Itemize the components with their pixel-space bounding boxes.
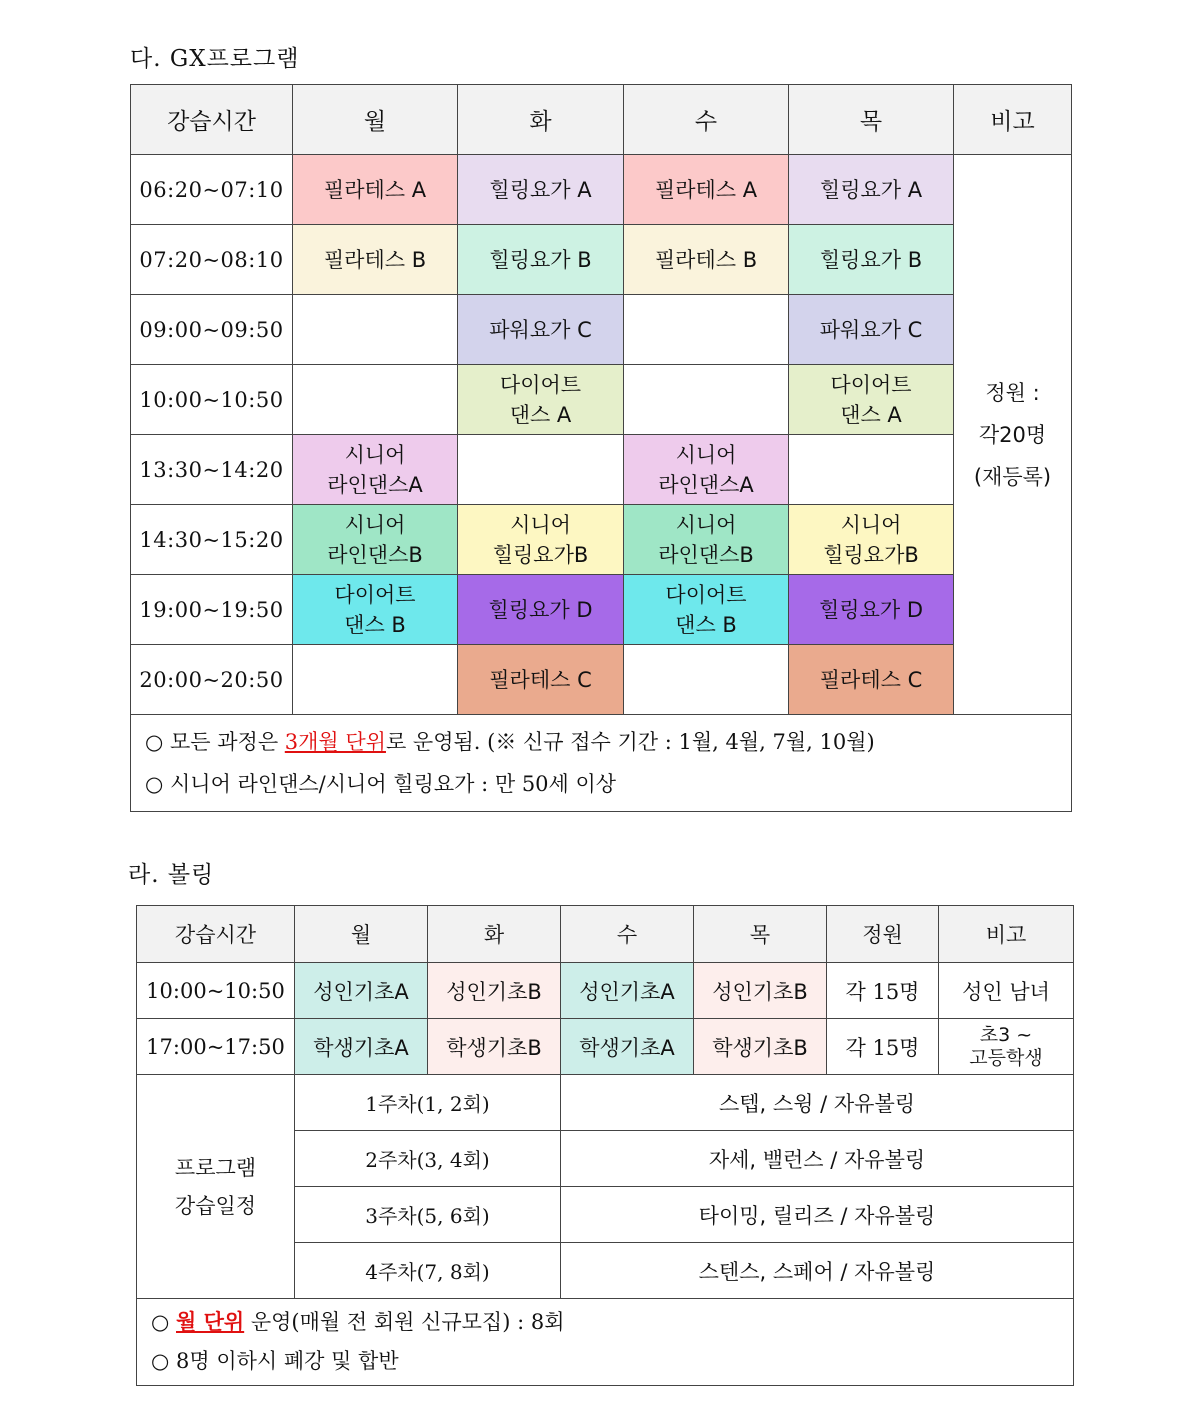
bowling-header-time: 강습시간 (137, 906, 295, 963)
gx-class-name: 힐링요가 A (489, 177, 592, 202)
gx-note-line1: 정원 : (985, 380, 1040, 405)
gx-class-name: 힐링요가 D (488, 597, 593, 622)
gx-class-cell (789, 645, 954, 715)
bowling-schedule-table (136, 905, 1074, 1386)
bowling-time-cell: 17:00~17:50 (137, 1019, 295, 1075)
gx-class-cell (293, 225, 458, 295)
bowling-class-cell: 학생기초A (561, 1019, 694, 1075)
gx-class-cell (458, 645, 624, 715)
gx-time-cell: 09:00~09:50 (131, 295, 293, 365)
bowling-week-cell: 1주차(1, 2회) (295, 1075, 561, 1131)
gx-footer-notes (131, 715, 1072, 812)
gx-class-cell (624, 505, 789, 575)
gx-class-name: 시니어 (840, 512, 902, 537)
gx-class-name: 필라테스 C (489, 667, 592, 692)
bowling-footer-line2: ○ 8명 이하시 폐강 및 합반 (151, 1349, 399, 1373)
gx-footer-line1-prefix: ○ 모든 과정은 (145, 730, 285, 754)
bowling-note-line1: 초3 ~ (979, 1023, 1033, 1046)
gx-class-cell (789, 155, 954, 225)
gx-class-cell (789, 365, 954, 435)
bowling-content-cell: 스텐스, 스페어 / 자유볼링 (561, 1243, 1074, 1299)
bowling-class-cell: 성인기초B (428, 963, 561, 1019)
gx-class-name-line2: 라인댄스A (658, 472, 754, 497)
gx-footer-line1-suffix: 로 운영됨. (※ 신규 접수 기간 : 1월, 4월, 7월, 10월) (385, 730, 875, 754)
gx-class-cell (293, 645, 458, 715)
bowling-note-cell (939, 1019, 1074, 1075)
gx-header-time: 강습시간 (131, 85, 293, 155)
gx-class-cell (293, 435, 458, 505)
bowling-header-capacity: 정원 (827, 906, 939, 963)
gx-header-note: 비고 (954, 85, 1072, 155)
gx-class-cell (293, 505, 458, 575)
bowling-header-note: 비고 (939, 906, 1074, 963)
bowling-note-line2: 고등학생 (969, 1046, 1043, 1069)
gx-class-name: 다이어트 (830, 372, 912, 397)
bowling-footer-line1 (151, 1303, 1059, 1342)
gx-class-name: 힐링요가 B (819, 247, 923, 272)
bowling-row (137, 1019, 1074, 1075)
bowling-note-line1: 성인 남녀 (962, 979, 1050, 1004)
gx-row (131, 365, 1072, 435)
bowling-footer-line1-suffix: 운영(매월 전 회원 신규모집) : 8회 (244, 1310, 565, 1334)
gx-class-name: 다이어트 (665, 582, 747, 607)
gx-class-name: 다이어트 (334, 582, 416, 607)
bowling-footer-row (137, 1299, 1074, 1386)
gx-class-name: 시니어 (344, 512, 406, 537)
gx-row (131, 295, 1072, 365)
gx-row (131, 155, 1072, 225)
gx-class-name: 필라테스 A (323, 177, 427, 202)
gx-time-cell: 07:20~08:10 (131, 225, 293, 295)
bowling-week-cell: 2주차(3, 4회) (295, 1131, 561, 1187)
gx-header-tue: 화 (458, 85, 624, 155)
gx-class-name-line2: 댄스 A (509, 402, 572, 427)
gx-class-cell (624, 225, 789, 295)
gx-row (131, 575, 1072, 645)
gx-class-name: 시니어 (510, 512, 571, 537)
gx-row (131, 645, 1072, 715)
bowling-note-cell (939, 963, 1074, 1019)
gx-class-cell (458, 155, 624, 225)
gx-schedule-table (130, 84, 1072, 812)
bowling-class-cell: 성인기초A (561, 963, 694, 1019)
gx-class-cell (789, 575, 954, 645)
bowling-row (137, 963, 1074, 1019)
gx-class-cell (293, 155, 458, 225)
gx-time-cell: 20:00~20:50 (131, 645, 293, 715)
gx-time-cell: 14:30~15:20 (131, 505, 293, 575)
gx-class-name: 다이어트 (499, 372, 582, 397)
bowling-week-cell: 3주차(5, 6회) (295, 1187, 561, 1243)
gx-class-cell (293, 575, 458, 645)
gx-class-name-line2: 라인댄스B (327, 542, 423, 567)
bowling-class-cell: 성인기초B (694, 963, 827, 1019)
bowling-footer-line1-prefix: ○ (151, 1310, 176, 1334)
gx-footer-line1 (145, 721, 1057, 763)
gx-time-cell: 06:20~07:10 (131, 155, 293, 225)
bowling-header-thu: 목 (694, 906, 827, 963)
gx-class-name: 파워요가 C (819, 317, 923, 342)
gx-class-cell (624, 435, 789, 505)
gx-class-cell (458, 225, 624, 295)
gx-class-cell (624, 575, 789, 645)
gx-class-name-line2: 힐링요가B (823, 542, 919, 567)
gx-class-cell (458, 575, 624, 645)
bowling-capacity-cell: 각 15명 (827, 1019, 939, 1075)
gx-class-name: 힐링요가 A (819, 177, 923, 202)
bowling-footer-notes (137, 1299, 1074, 1386)
gx-section-title: 다. GX프로그램 (130, 46, 300, 72)
bowling-header-row (137, 906, 1074, 963)
bowling-content-cell: 자세, 밸런스 / 자유볼링 (561, 1131, 1074, 1187)
gx-row (131, 435, 1072, 505)
gx-class-cell (789, 225, 954, 295)
bowling-class-cell: 성인기초A (295, 963, 428, 1019)
bowling-time-cell: 10:00~10:50 (137, 963, 295, 1019)
gx-class-name-line2: 라인댄스B (658, 542, 754, 567)
gx-class-name: 힐링요가 D (819, 597, 923, 622)
gx-class-name: 파워요가 C (489, 317, 592, 342)
gx-class-cell (789, 505, 954, 575)
gx-capacity-note (954, 155, 1072, 715)
bowling-footer-highlight: 월 단위 (176, 1310, 245, 1334)
gx-class-cell (458, 365, 624, 435)
gx-class-cell (293, 295, 458, 365)
gx-class-name: 시니어 (344, 442, 406, 467)
bowling-program-label (137, 1075, 295, 1299)
bowling-content-cell: 스텝, 스윙 / 자유볼링 (561, 1075, 1074, 1131)
gx-class-cell (458, 295, 624, 365)
gx-class-name: 필라테스 C (819, 667, 923, 692)
bowling-class-cell: 학생기초B (428, 1019, 561, 1075)
gx-footer-row (131, 715, 1072, 812)
gx-header-mon: 월 (293, 85, 458, 155)
gx-class-cell (293, 365, 458, 435)
bowling-header-tue: 화 (428, 906, 561, 963)
bowling-class-cell: 학생기초A (295, 1019, 428, 1075)
gx-row (131, 225, 1072, 295)
bowling-section-title: 라. 볼링 (128, 862, 215, 888)
gx-class-cell (458, 435, 624, 505)
gx-time-cell: 10:00~10:50 (131, 365, 293, 435)
bowling-program-label-line2: 강습일정 (174, 1193, 257, 1218)
gx-class-name: 필라테스 A (654, 177, 758, 202)
gx-class-cell (789, 435, 954, 505)
gx-class-name-line2: 라인댄스A (327, 472, 423, 497)
gx-header-wed: 수 (624, 85, 789, 155)
bowling-capacity-cell: 각 15명 (827, 963, 939, 1019)
gx-class-cell (624, 295, 789, 365)
gx-class-cell (624, 365, 789, 435)
gx-class-name-line2: 댄스 A (840, 402, 902, 427)
gx-class-cell (624, 645, 789, 715)
gx-footer-highlight: 3개월 단위 (284, 730, 386, 754)
bowling-program-row (137, 1075, 1074, 1131)
gx-class-name: 시니어 (675, 512, 737, 537)
gx-note-line3: (재등록) (973, 464, 1052, 489)
bowling-week-cell: 4주차(7, 8회) (295, 1243, 561, 1299)
gx-class-name-line2: 댄스 B (344, 612, 406, 637)
gx-class-cell (624, 155, 789, 225)
gx-class-cell (789, 295, 954, 365)
gx-time-cell: 13:30~14:20 (131, 435, 293, 505)
gx-note-line2: 각20명 (978, 422, 1047, 447)
bowling-program-label-line1: 프로그램 (174, 1155, 257, 1180)
gx-class-name-line2: 힐링요가B (492, 542, 589, 567)
gx-class-name: 시니어 (675, 442, 737, 467)
gx-time-cell: 19:00~19:50 (131, 575, 293, 645)
gx-header-row (131, 85, 1072, 155)
gx-class-cell (458, 505, 624, 575)
bowling-header-wed: 수 (561, 906, 694, 963)
gx-class-name-line2: 댄스 B (675, 612, 737, 637)
gx-class-name: 힐링요가 B (489, 247, 592, 272)
bowling-class-cell: 학생기초B (694, 1019, 827, 1075)
gx-class-name: 필라테스 B (323, 247, 427, 272)
bowling-content-cell: 타이밍, 릴리즈 / 자유볼링 (561, 1187, 1074, 1243)
gx-header-thu: 목 (789, 85, 954, 155)
gx-class-name: 필라테스 B (654, 247, 758, 272)
gx-footer-line2: ○ 시니어 라인댄스/시니어 힐링요가 : 만 50세 이상 (145, 772, 617, 796)
gx-row (131, 505, 1072, 575)
bowling-header-mon: 월 (295, 906, 428, 963)
